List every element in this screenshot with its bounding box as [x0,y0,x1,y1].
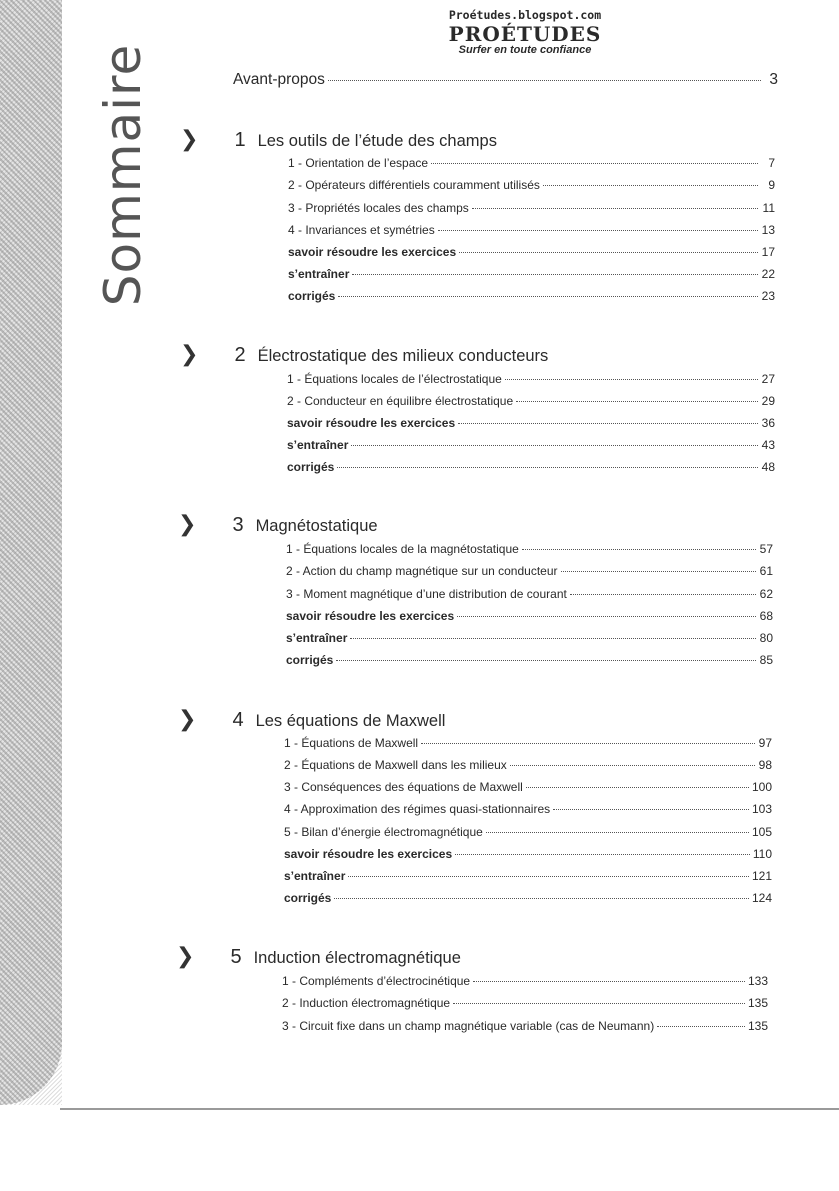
toc-entry[interactable] [286,631,773,645]
leader-dots [458,423,758,424]
toc-entry-page: 135 [747,1019,768,1033]
toc-entry-page: 17 [761,245,775,259]
toc-entry-label: 1 - Équations locales de l’électrostatique [287,372,502,386]
toc-entry[interactable] [284,780,772,794]
toc-entry-label: savoir résoudre les exercices [287,416,456,430]
avant-propos-page: 3 [769,71,778,88]
leader-dots [516,401,758,402]
toc-entry-label: 5 - Bilan d’énergie électromagnétique [284,825,483,839]
chapter-1-heading[interactable] [180,126,497,152]
toc-entry-page: 133 [747,974,768,988]
toc-entry-label: 1 - Équations locales de la magnétostatique [286,542,519,556]
toc-entry[interactable] [282,996,768,1010]
leader-dots [472,208,758,209]
toc-entry-label: s’entraîner [288,267,350,281]
toc-entry[interactable] [282,974,768,988]
toc-entry-label: 3 - Circuit fixe dans un champ magnétique variable (cas de Neumann) [282,1019,655,1033]
leader-dots [459,252,758,253]
chapter-title: Les outils de l’étude des champs [257,132,497,150]
toc-entry-page: 103 [751,802,772,816]
leader-dots [455,854,750,855]
toc-entry-label: s’entraîner [284,869,346,883]
toc-entry-page: 48 [761,460,775,474]
toc-entry-label: 2 - Induction électromagnétique [282,996,451,1010]
toc-entry-label: 1 - Orientation de l’espace [288,156,429,170]
chapter-title: Les équations de Maxwell [255,712,446,730]
toc-entry-label: 1 - Compléments d’électrocinétique [282,974,471,988]
toc-entry-page: 36 [761,416,775,430]
toc-entry-label: savoir résoudre les exercices [288,245,457,259]
toc-entry-label: corrigés [288,289,336,303]
toc-entry-label: corrigés [286,653,334,667]
chevron-right-icon: ❯ [180,341,199,366]
toc-entry[interactable] [287,438,775,452]
toc-entry-page: 7 [768,156,775,170]
avant-propos-row[interactable] [233,71,778,89]
toc-entry[interactable] [288,156,775,170]
toc-entry[interactable] [286,653,773,667]
chapter-title: Magnétostatique [255,517,378,535]
header-watermark [420,10,630,56]
toc-entry-page: 98 [758,758,772,772]
toc-entry-page: 80 [759,631,773,645]
toc-entry[interactable] [288,289,775,303]
toc-entry-label: 3 - Propriétés locales des champs [288,201,469,215]
toc-entry-page: 43 [761,438,775,452]
toc-entry-page: 13 [761,223,775,237]
toc-entry-page: 97 [758,736,772,750]
chapter-4-heading[interactable] [178,706,445,732]
leader-dots [453,1003,745,1004]
leader-dots [352,274,758,275]
leader-dots [510,765,755,766]
leader-dots [505,379,758,380]
toc-entry[interactable] [284,847,772,861]
toc-entry-label: 2 - Opérateurs différentiels couramment utilisés [288,178,540,192]
toc-entry[interactable] [286,542,773,556]
toc-entry[interactable] [284,802,772,816]
header-site: Proétudes.blogspot.com [448,8,602,22]
toc-entry-label: 1 - Équations de Maxwell [284,736,419,750]
toc-entry[interactable] [287,460,775,474]
leader-dots [337,467,758,468]
chapter-number: 1 [234,129,246,151]
toc-entry[interactable] [286,564,773,578]
toc-entry-page: 100 [751,780,772,794]
toc-entry-page: 110 [752,847,772,861]
toc-entry-label: savoir résoudre les exercices [284,847,453,861]
leader-dots [473,981,745,982]
chevron-right-icon: ❯ [178,511,197,536]
chevron-right-icon: ❯ [180,126,199,151]
toc-entry-label: 3 - Moment magnétique d’une distribution de courant [286,587,567,601]
leader-dots [553,809,749,810]
toc-entry-label: corrigés [284,891,332,905]
leader-dots [338,296,758,297]
toc-entry[interactable] [282,1019,768,1033]
chevron-right-icon: ❯ [178,706,197,731]
toc-entry-page: 61 [759,564,773,578]
toc-entry-page: 11 [762,201,775,215]
chapter-number: 2 [234,344,246,366]
toc-entry-label: 4 - Invariances et symétries [288,223,435,237]
toc-entry[interactable] [288,267,775,281]
leader-dots [570,594,756,595]
toc-entry[interactable] [284,869,772,883]
toc-entry-label: 3 - Conséquences des équations de Maxwell [284,780,523,794]
leader-dots [351,445,758,446]
leader-dots [350,638,756,639]
toc-entry-page: 57 [759,542,773,556]
chapter-number: 4 [232,709,244,731]
leader-dots [657,1026,745,1027]
toc-entry-page: 68 [759,609,773,623]
leader-dots [486,832,749,833]
toc-entry-page: 124 [751,891,772,905]
chapter-2-heading[interactable] [180,341,548,367]
toc-entry-label: savoir résoudre les exercices [286,609,455,623]
toc-entry[interactable] [287,416,775,430]
leader-dots [334,898,749,899]
toc-entry[interactable] [286,609,773,623]
leader-dots [522,549,756,550]
toc-entry-page: 27 [761,372,775,386]
leader-dots [438,230,758,231]
toc-entry-page: 135 [747,996,768,1010]
toc-entry-page: 62 [759,587,773,601]
leader-dots [561,571,757,572]
chevron-right-icon: ❯ [176,943,195,968]
toc-entry-label: 2 - Équations de Maxwell dans les milieux [284,758,507,772]
leader-dots [421,743,755,744]
header-tagline: Surfer en toute confiance [458,43,592,56]
toc-entry-label: s’entraîner [286,631,348,645]
leader-dots [328,80,761,81]
leader-dots [348,876,749,877]
chapter-number: 5 [230,946,242,968]
toc-entry[interactable] [288,201,775,215]
chapter-5-heading[interactable] [176,943,461,969]
toc-entry[interactable] [284,736,772,750]
toc-entry-page: 105 [751,825,772,839]
toc-entry-page: 9 [768,178,775,192]
toc-entry[interactable] [288,245,775,259]
toc-entry-page: 29 [761,394,775,408]
toc-entry-page: 23 [761,289,775,303]
page-bottom-rule [60,1108,839,1110]
toc-entry-label: 2 - Conducteur en équilibre électrostatique [287,394,514,408]
toc-entry[interactable] [286,587,773,601]
chapter-title: Électrostatique des milieux conducteurs [257,347,549,365]
scan-shadow-edge [0,0,62,1105]
toc-entry-label: corrigés [287,460,335,474]
toc-entry[interactable] [284,825,772,839]
leader-dots [543,185,758,186]
toc-entry-label: s’entraîner [287,438,349,452]
chapter-3-heading[interactable] [178,511,378,537]
header-brand: PROÉTUDES [448,21,602,46]
toc-entry[interactable] [287,394,775,408]
chapter-title: Induction électromagnétique [253,949,461,967]
toc-entry-page: 121 [751,869,772,883]
toc-entry-label: 2 - Action du champ magnétique sur un conducteur [286,564,558,578]
chapter-number: 3 [232,514,244,536]
leader-dots [431,163,758,164]
toc-entry[interactable] [288,223,775,237]
toc-entry[interactable] [288,178,775,192]
avant-propos-label: Avant-propos [233,71,325,88]
toc-entry[interactable] [284,891,772,905]
toc-entry[interactable] [284,758,772,772]
leader-dots [336,660,756,661]
toc-entry-label: 4 - Approximation des régimes quasi-stationnaires [284,802,551,816]
leader-dots [457,616,756,617]
toc-entry[interactable] [287,372,775,386]
toc-entry-page: 85 [759,653,773,667]
leader-dots [526,787,749,788]
toc-entry-page: 22 [761,267,775,281]
sommaire-vertical-title: Sommaire [94,43,152,307]
